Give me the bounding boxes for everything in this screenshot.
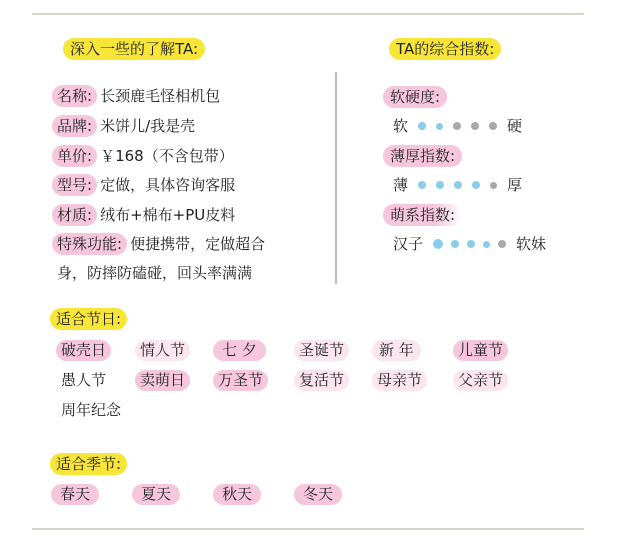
holidays-heading: 适合节日: — [50, 308, 127, 330]
holiday-tag: 卖萌日 — [135, 370, 190, 391]
softness-title: 软硬度: — [383, 86, 447, 108]
rating-dot — [453, 122, 461, 130]
season-tag: 冬天 — [294, 484, 342, 505]
info-value: 长颈鹿毛怪相机包 — [100, 87, 221, 105]
thickness-title: 薄厚指数: — [383, 145, 462, 167]
info-label: 单价 — [57, 147, 88, 165]
info-value: 绒布+棉布+PU皮料 — [100, 206, 236, 224]
holiday-tag: 周年纪念 — [61, 401, 122, 419]
info-row-feature: 特殊功能: 便捷携带，定做超合 — [52, 233, 265, 255]
holiday-tag: 父亲节 — [453, 370, 508, 391]
holiday-tag: 愚人节 — [61, 371, 107, 389]
season-tag: 秋天 — [213, 484, 261, 505]
details-heading: 深入一些的了解TA: — [63, 38, 205, 60]
info-value: 便捷携带，定做超合 — [130, 235, 266, 253]
info-label: 型号 — [57, 176, 88, 194]
holiday-tag: 七 夕 — [213, 340, 266, 361]
scale-left-label: 汉子 — [393, 235, 424, 253]
softness-scale — [393, 115, 522, 137]
rating-dot — [436, 181, 444, 189]
cuteness-title: 萌系指数: — [383, 204, 462, 226]
info-value: 米饼儿/我是壳 — [100, 117, 196, 135]
rating-dot — [467, 240, 475, 248]
season-tag: 夏天 — [132, 484, 180, 505]
info-label: 品牌 — [57, 117, 88, 135]
feature-continuation: 身，防摔防磕碰，回头率满满 — [57, 264, 253, 282]
rating-dot — [471, 122, 479, 130]
rating-dot — [451, 240, 459, 248]
holiday-tag: 破壳日 — [56, 340, 111, 361]
scale-right-label: 硬 — [507, 117, 523, 135]
rating-dot — [498, 240, 506, 248]
rating-dot — [483, 241, 490, 248]
rating-dots — [418, 181, 497, 189]
info-label: 名称 — [57, 87, 88, 105]
info-row-model: 型号: 定做，具体咨询客服 — [52, 174, 235, 196]
scale-right-label: 厚 — [507, 176, 523, 194]
rating-dot — [472, 181, 480, 189]
holiday-tag: 儿童节 — [453, 340, 508, 361]
thickness-scale — [393, 174, 522, 196]
info-label: 特殊功能 — [57, 235, 118, 253]
info-value: ￥168（不含包带） — [100, 147, 234, 165]
rating-dot — [490, 182, 497, 189]
holiday-tag: 万圣节 — [213, 370, 268, 391]
holiday-tag: 圣诞节 — [294, 340, 349, 361]
column-divider — [335, 72, 337, 284]
rating-dots — [433, 239, 506, 249]
info-row-brand: 品牌: 米饼儿/我是壳 — [52, 115, 195, 137]
holiday-tag: 新 年 — [372, 340, 421, 361]
scale-left-label: 软 — [393, 117, 409, 135]
rating-dots — [418, 122, 497, 130]
rating-dot — [433, 239, 443, 249]
cuteness-scale — [393, 233, 546, 255]
info-label: 材质 — [57, 206, 88, 224]
season-tag: 春天 — [51, 484, 99, 505]
index-heading: TA的综合指数: — [389, 38, 501, 60]
bottom-divider — [32, 528, 584, 530]
rating-dot — [436, 123, 443, 130]
info-row-material: 材质: 绒布+棉布+PU皮料 — [52, 204, 235, 226]
holiday-tag: 情人节 — [135, 340, 190, 361]
top-divider — [32, 13, 584, 15]
holiday-tag: 母亲节 — [372, 370, 427, 391]
seasons-heading: 适合季节: — [50, 453, 127, 475]
rating-dot — [454, 181, 462, 189]
scale-left-label: 薄 — [393, 176, 409, 194]
info-row-price: 单价: ￥168（不含包带） — [52, 145, 234, 167]
info-row-name: 名称: 长颈鹿毛怪相机包 — [52, 85, 220, 107]
rating-dot — [418, 122, 426, 130]
rating-dot — [418, 181, 426, 189]
scale-right-label: 软妹 — [516, 235, 547, 253]
info-value: 定做，具体咨询客服 — [100, 176, 236, 194]
rating-dot — [489, 122, 497, 130]
holiday-tag: 复活节 — [294, 370, 349, 391]
